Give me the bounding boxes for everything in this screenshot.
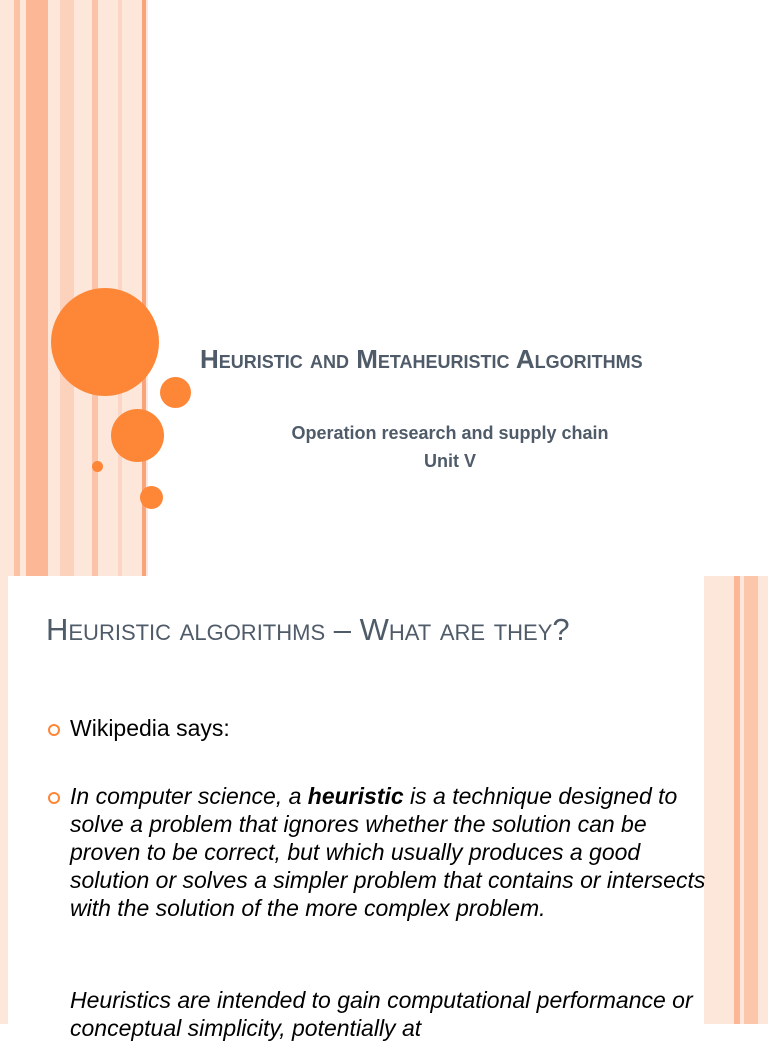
bullet-text: Wikipedia says:	[70, 715, 230, 741]
definition-text-start: In computer science, a	[70, 783, 308, 809]
right-stripe-line	[734, 576, 740, 1024]
slide-subtitle: Operation research and supply chain	[291, 423, 609, 443]
left-stripe-line	[14, 0, 20, 576]
slide-title: Heuristic and Metaheuristic Algorithms	[200, 344, 643, 374]
left-stripe-band	[60, 0, 74, 576]
small-circle-decoration	[140, 486, 163, 509]
left-edge-stripe	[0, 576, 8, 1024]
right-stripe-band	[744, 576, 758, 1024]
heuristic-term: heuristic	[307, 783, 404, 809]
tiny-circle-decoration	[92, 461, 103, 472]
paragraph-item	[48, 986, 708, 1042]
definition-text	[70, 782, 708, 922]
large-circle-decoration	[51, 288, 159, 396]
slide-unit-label: Unit V	[424, 451, 476, 471]
small-circle-decoration	[160, 377, 191, 408]
heuristics-paragraph: Heuristics are intended to gain computational performance or conceptual simplicity, potentially at	[70, 987, 693, 1041]
slide-title: Heuristic algorithms – What are they?	[46, 612, 570, 647]
bullet-item	[48, 782, 708, 922]
left-stripe-background	[0, 0, 148, 576]
definition-text-rest: is a technique designed to solve a problem that ignores whether the solution can be proven to be correct, but which usually produces a good solution or solves a simpler problem that contains or intersects with the solution of the more complex problem.	[70, 783, 706, 921]
left-stripe-line	[118, 0, 122, 576]
bullet-ring-icon	[48, 724, 60, 736]
content-slide	[0, 576, 768, 1041]
left-stripe-band	[26, 0, 48, 576]
bullet-ring-icon	[48, 792, 60, 804]
bullet-item	[48, 714, 708, 742]
medium-circle-decoration	[111, 409, 164, 462]
